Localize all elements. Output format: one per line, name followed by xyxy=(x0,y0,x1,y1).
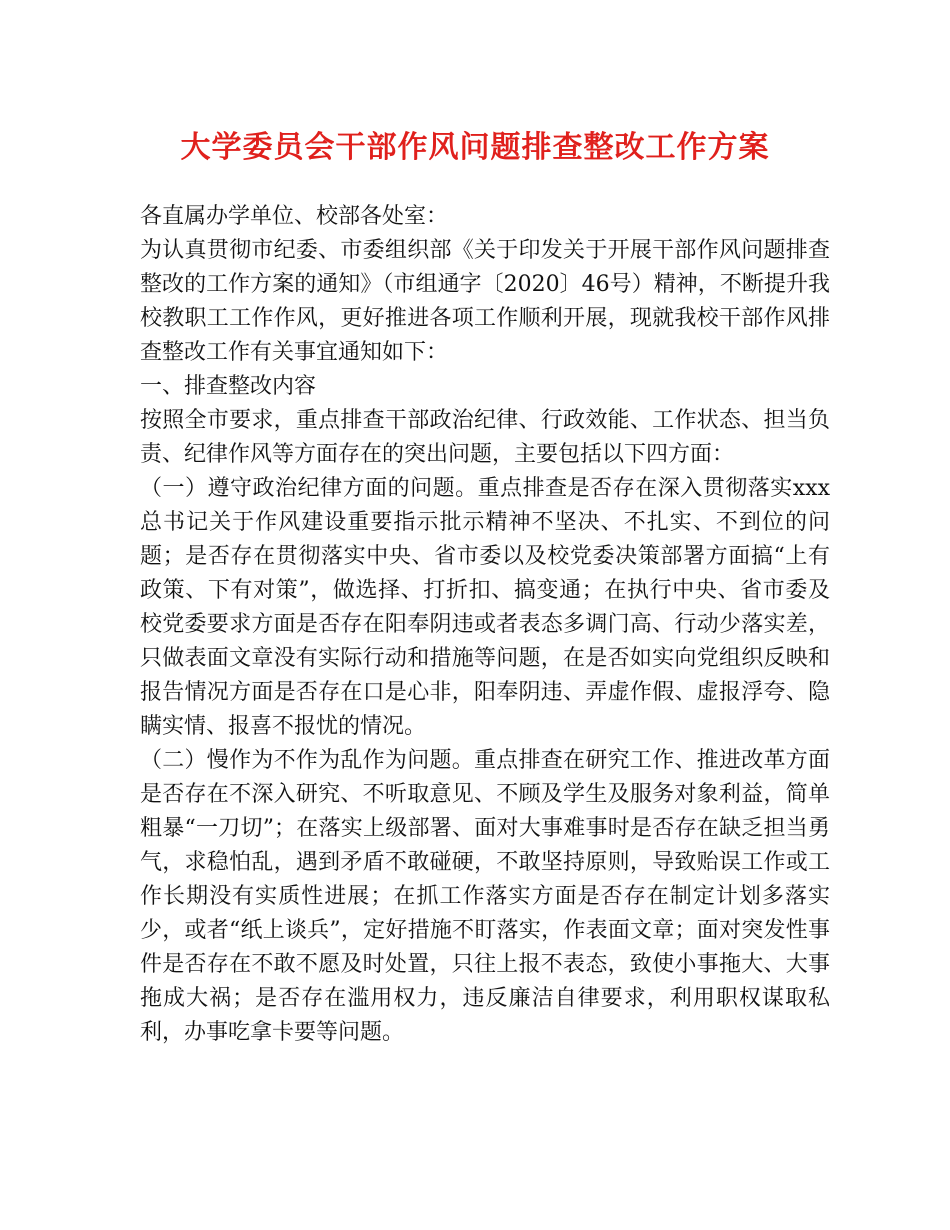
section-heading: 一、排查整改内容 xyxy=(140,374,317,399)
item-two-paragraph: （二）慢作为不作为乱作为问题。重点排查在研究工作、推进改革方面是否存在不深入研究、不听取意见、不顾及学生及服务对象利益，简单粗暴“一刀切”；在落实上级部署、面对大事难事时是否存在缺乏担当勇气，求稳怕乱，遇到矛盾不敢碰硬，不敢坚持原则，导致贻误工作或工作长期没有实质性进展；在抓工作落实方面是否存在制定计划多落实少，或者“纸上谈兵”，定好措施不盯落实，作表面文章；面对突发性事件是否存在不敢不愿及时处置，只往上报不表态，致使小事拖大、大事拖成大祸；是否存在滥用权力，违反廉洁自律要求，利用职权谋取私利，办事吃拿卡要等问题。 xyxy=(140,748,830,1045)
document-title: 大学委员会干部作风问题排查整改工作方案 xyxy=(180,130,770,165)
salutation: 各直属办学单位、校部各处室： xyxy=(140,204,449,229)
section-intro-paragraph: 按照全市要求，重点排查干部政治纪律、行政效能、工作状态、担当负责、纪律作风等方面存在的突出问题，主要包括以下四方面： xyxy=(140,408,830,467)
document-body xyxy=(140,200,830,1050)
item-one-paragraph: （一）遵守政治纪律方面的问题。重点排查是否存在深入贯彻落实xxx总书记关于作风建设重要指示批示精神不坚决、不扎实、不到位的问题；是否存在贯彻落实中央、省市委以及校党委决策部署方面搞“上有政策、下有对策”，做选择、打折扣、搞变通；在执行中央、省市委及校党委要求方面是否存在阳奉阴违或者表态多调门高、行动少落实差，只做表面文章没有实际行动和措施等问题，在是否如实向党组织反映和报告情况方面是否存在口是心非，阳奉阴违、弄虚作假、虚报浮夸、隐瞒实情、报喜不报忧的情况。 xyxy=(140,476,830,739)
intro-paragraph: 为认真贯彻市纪委、市委组织部《关于印发关于开展干部作风问题排查整改的工作方案的通知》（市组通字〔2020〕46号）精神，不断提升我校教职工工作作风，更好推进各项工作顺利开展，现就我校干部作风排查整改工作有关事宜通知如下： xyxy=(140,238,830,365)
